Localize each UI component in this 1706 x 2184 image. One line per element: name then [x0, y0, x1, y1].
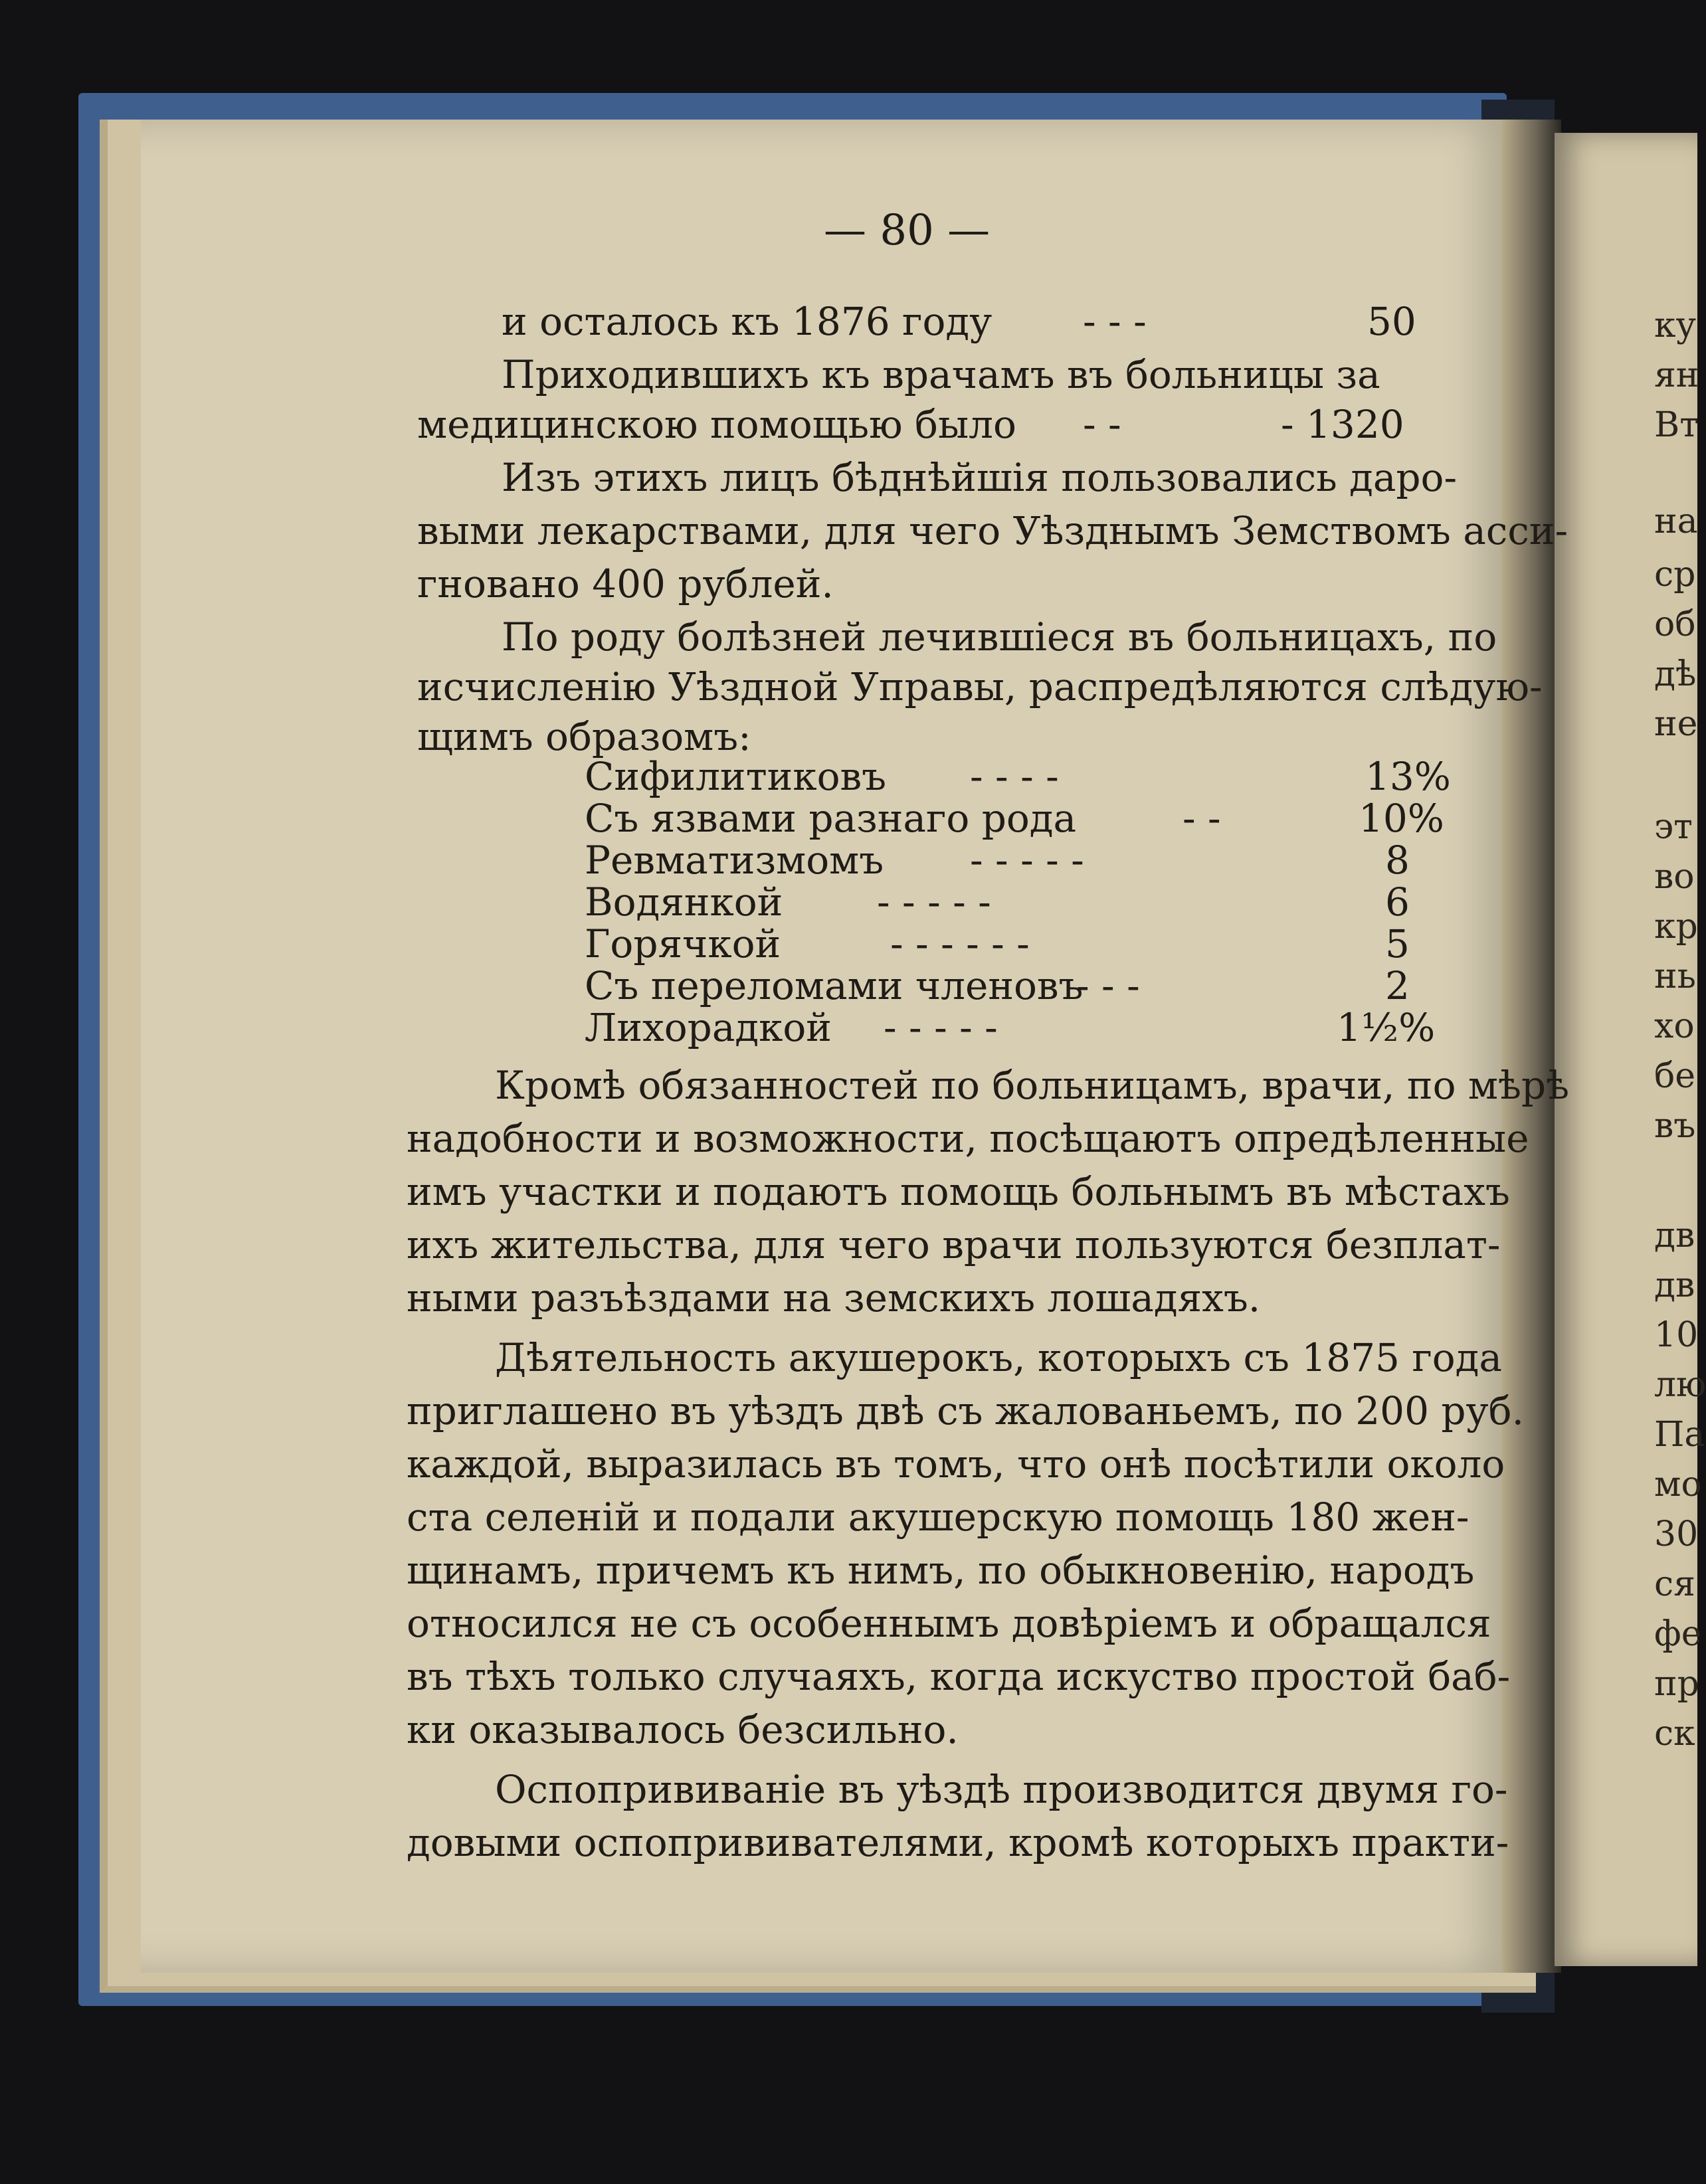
text-line: щинамъ, причемъ къ нимъ, по обыкновенію, народъ	[407, 1548, 1475, 1593]
fragment: 30	[1654, 1514, 1699, 1554]
text-line: имъ участки и подаютъ помощь больнымъ въ мѣстахъ	[407, 1169, 1510, 1214]
text-line: Оспопрививаніе въ уѣздѣ производится двумя го-	[495, 1767, 1508, 1812]
leader-dashes: - - - -	[970, 754, 1059, 799]
text-line: щимъ образомъ:	[417, 714, 751, 759]
disease-value: 8	[1385, 838, 1410, 883]
fragment: Па	[1654, 1415, 1705, 1455]
fragment: хо	[1654, 1006, 1695, 1046]
leader-dashes: - - -	[1076, 963, 1140, 1008]
text-line: гновано 400 рублей.	[417, 561, 834, 606]
leader-dashes: - -	[1183, 796, 1221, 841]
fragment: бе	[1654, 1056, 1696, 1096]
disease-name: Съ язвами разнаго рода	[585, 796, 1077, 841]
disease-name: Съ переломами членовъ	[585, 963, 1084, 1008]
fragment: об	[1654, 604, 1696, 644]
disease-value: 6	[1385, 879, 1410, 925]
text-line: выми лекарствами, для чего Уѣзднымъ Земствомъ асси-	[417, 508, 1568, 553]
book-gutter	[1501, 120, 1561, 1973]
fragment: не	[1654, 704, 1698, 744]
text-line: Дѣятельность акушерокъ, которыхъ съ 1875 года	[495, 1335, 1502, 1380]
leader-dashes: - - - - -	[884, 1005, 998, 1050]
text-line: каждой, выразилась въ томъ, что онѣ посѣтили около	[407, 1441, 1505, 1487]
text-line: исчисленію Уѣздной Управы, распредѣляются слѣдую-	[417, 664, 1543, 709]
text-line: и осталось къ 1876 году	[502, 299, 993, 344]
fragment: мо	[1654, 1465, 1702, 1504]
text-line: По роду болѣзней лечившіеся въ больницахъ, по	[502, 614, 1497, 660]
text-line: медицинскою помощью было	[417, 402, 1016, 447]
disease-value: 1½%	[1337, 1005, 1436, 1050]
fragment: во	[1654, 857, 1695, 897]
text-line: ихъ жительства, для чего врачи пользуются безплат-	[407, 1222, 1501, 1267]
disease-value: 13%	[1365, 754, 1451, 799]
fragment: кр	[1654, 907, 1698, 947]
fragment: ян	[1654, 355, 1699, 395]
text-line: ста селеній и подали акушерскую помощь 180 жен-	[407, 1495, 1469, 1540]
fragment: ск	[1654, 1714, 1695, 1754]
fragment: эт	[1654, 807, 1693, 847]
disease-name: Ревматизмомъ	[585, 838, 884, 883]
fragment: ку	[1654, 306, 1697, 345]
fragment: фе	[1654, 1614, 1702, 1654]
leader-dashes: - - - - -	[877, 879, 991, 925]
leader-dashes: - - - - -	[970, 838, 1084, 883]
fragment: ся	[1654, 1564, 1695, 1604]
leader-dashes: - - - - - -	[890, 921, 1030, 966]
line-value: - 1320	[1281, 402, 1404, 447]
fragment: лю	[1654, 1365, 1706, 1405]
disease-name: Горячкой	[585, 921, 781, 966]
fragment: въ	[1654, 1106, 1696, 1146]
disease-name: Сифилитиковъ	[585, 754, 887, 799]
text-line: Кромѣ обязанностей по больницамъ, врачи, по мѣрѣ	[495, 1063, 1570, 1108]
disease-value: 2	[1385, 963, 1410, 1008]
fragment: ср	[1654, 555, 1696, 594]
fragment: 10	[1654, 1315, 1699, 1355]
text-line: Изъ этихъ лицъ бѣднѣйшія пользовались даро-	[502, 455, 1458, 500]
disease-name: Лихорадкой	[585, 1005, 832, 1050]
fragment: дв	[1654, 1265, 1695, 1305]
text-line: ными разъѣздами на земскихъ лошадяхъ.	[407, 1275, 1261, 1320]
text-line: довыми оспопрививателями, кромѣ которыхъ практи-	[407, 1820, 1509, 1865]
fragment: Вт	[1654, 405, 1699, 445]
text-line: надобности и возможности, посѣщаютъ опредѣленные	[407, 1116, 1529, 1161]
fragment: дѣ	[1654, 654, 1697, 694]
page-number: — 80 —	[824, 206, 991, 255]
text-line: приглашено въ уѣздъ двѣ съ жалованьемъ, по 200 руб.	[407, 1388, 1525, 1433]
line-value: 50	[1367, 299, 1416, 344]
text-line: относился не съ особеннымъ довѣріемъ и обращался	[407, 1601, 1491, 1646]
fragment: дв	[1654, 1216, 1695, 1255]
text-line: въ тѣхъ только случаяхъ, когда искуство простой баб-	[407, 1654, 1511, 1699]
fragment: нь	[1654, 956, 1696, 996]
text-line: Приходившихъ къ врачамъ въ больницы за	[502, 352, 1380, 397]
disease-value: 5	[1385, 921, 1410, 966]
text-line: ки оказывалось безсильно.	[407, 1707, 959, 1752]
disease-value: 10%	[1359, 796, 1444, 841]
leader-dashes: - - -	[1083, 299, 1147, 344]
disease-name: Водянкой	[585, 879, 783, 925]
fragment: на	[1654, 501, 1698, 541]
fragment: пр	[1654, 1664, 1699, 1704]
leader-dashes: - -	[1083, 402, 1121, 447]
